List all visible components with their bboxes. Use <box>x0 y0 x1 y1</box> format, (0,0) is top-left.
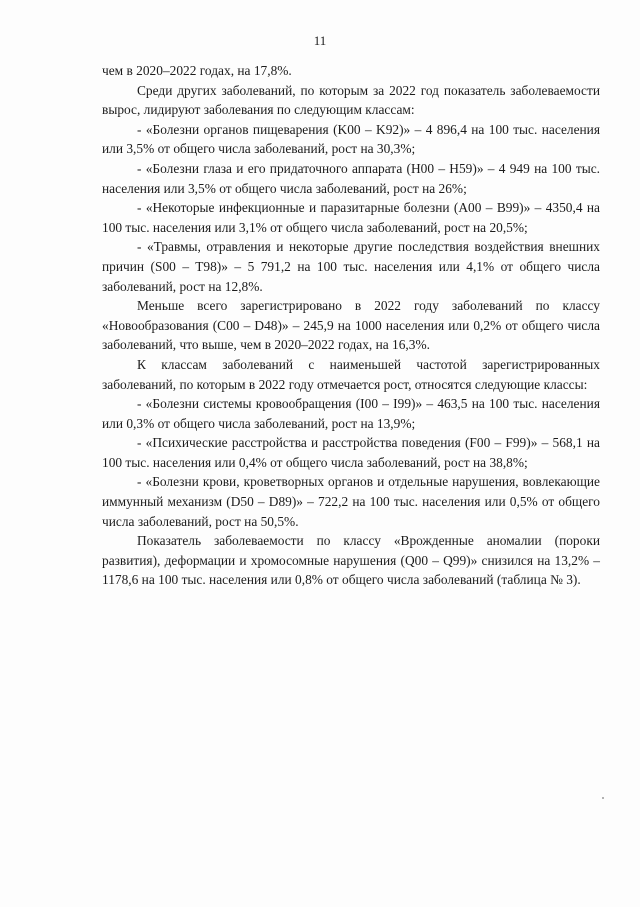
body-text <box>102 61 600 590</box>
paragraph: - «Некоторые инфекционные и паразитарные болезни (A00 – B99)» – 4350,4 на 100 тыс. населения или 3,1% от общего числа заболеваний, рост на 20,5%; <box>102 200 600 235</box>
paragraph: - «Болезни крови, кроветворных органов и отдельные нарушения, вовлекающие иммунный механизм (D50 – D89)» – 722,2 на 100 тыс. населения или 0,5% от общего числа заболеваний, рост на 50,5%. <box>102 474 600 529</box>
paragraph: Меньше всего зарегистрировано в 2022 году заболеваний по классу «Новообразования (C00 – D48)» – 245,9 на 1000 населения или 0,2% от общего числа заболеваний, что выше, чем в 2020–2022 годах, на 16,3%. <box>102 298 600 353</box>
paragraph: К классам заболеваний с наименьшей частотой зарегистрированных заболеваний, по которым в 2022 году отмечается рост, относятся следующие классы: <box>102 356 600 392</box>
paragraph: - «Болезни глаза и его придаточного аппарата (H00 – H59)» – 4 949 на 100 тыс. населения или 3,5% от общего числа заболеваний, рост на 26%; <box>102 160 600 196</box>
paragraph: - «Психические расстройства и расстройства поведения (F00 – F99)» – 568,1 на 100 тыс. населения или 0,4% от общего числа заболеваний, рост на 38,8%; <box>102 435 600 470</box>
paragraph: Среди других заболеваний, по которым за 2022 год показатель заболеваемости вырос, лидируют заболевания по следующим классам: <box>102 82 600 118</box>
scan-speck <box>602 797 604 799</box>
paragraph: - «Болезни системы кровообращения (I00 – I99)» – 463,5 на 100 тыс. населения или 0,3% от общего числа заболеваний, рост на 13,9%; <box>102 396 600 431</box>
paragraph: - «Болезни органов пищеварения (K00 – K92)» – 4 896,4 на 100 тыс. населения или 3,5% от общего числа заболеваний, рост на 30,3%; <box>102 121 600 157</box>
paragraph: - «Травмы, отравления и некоторые другие последствия воздействия внешних причин (S00 – T98)» – 5 791,2 на 100 тыс. населения или 4,1% от общего числа заболеваний, рост на 12,8%. <box>102 239 600 294</box>
page-number: 11 <box>313 33 327 48</box>
paragraph: Показатель заболеваемости по классу «Врожденные аномалии (пороки развития), деформации и хромосомные нарушения (Q00 – Q99)» снизился на 13,2% – 1178,6 на 100 тыс. населения или 0,8% от общего числа заболеваний (таблица № 3). <box>102 533 600 588</box>
paragraph: чем в 2020–2022 годах, на 17,8%. <box>102 63 292 78</box>
